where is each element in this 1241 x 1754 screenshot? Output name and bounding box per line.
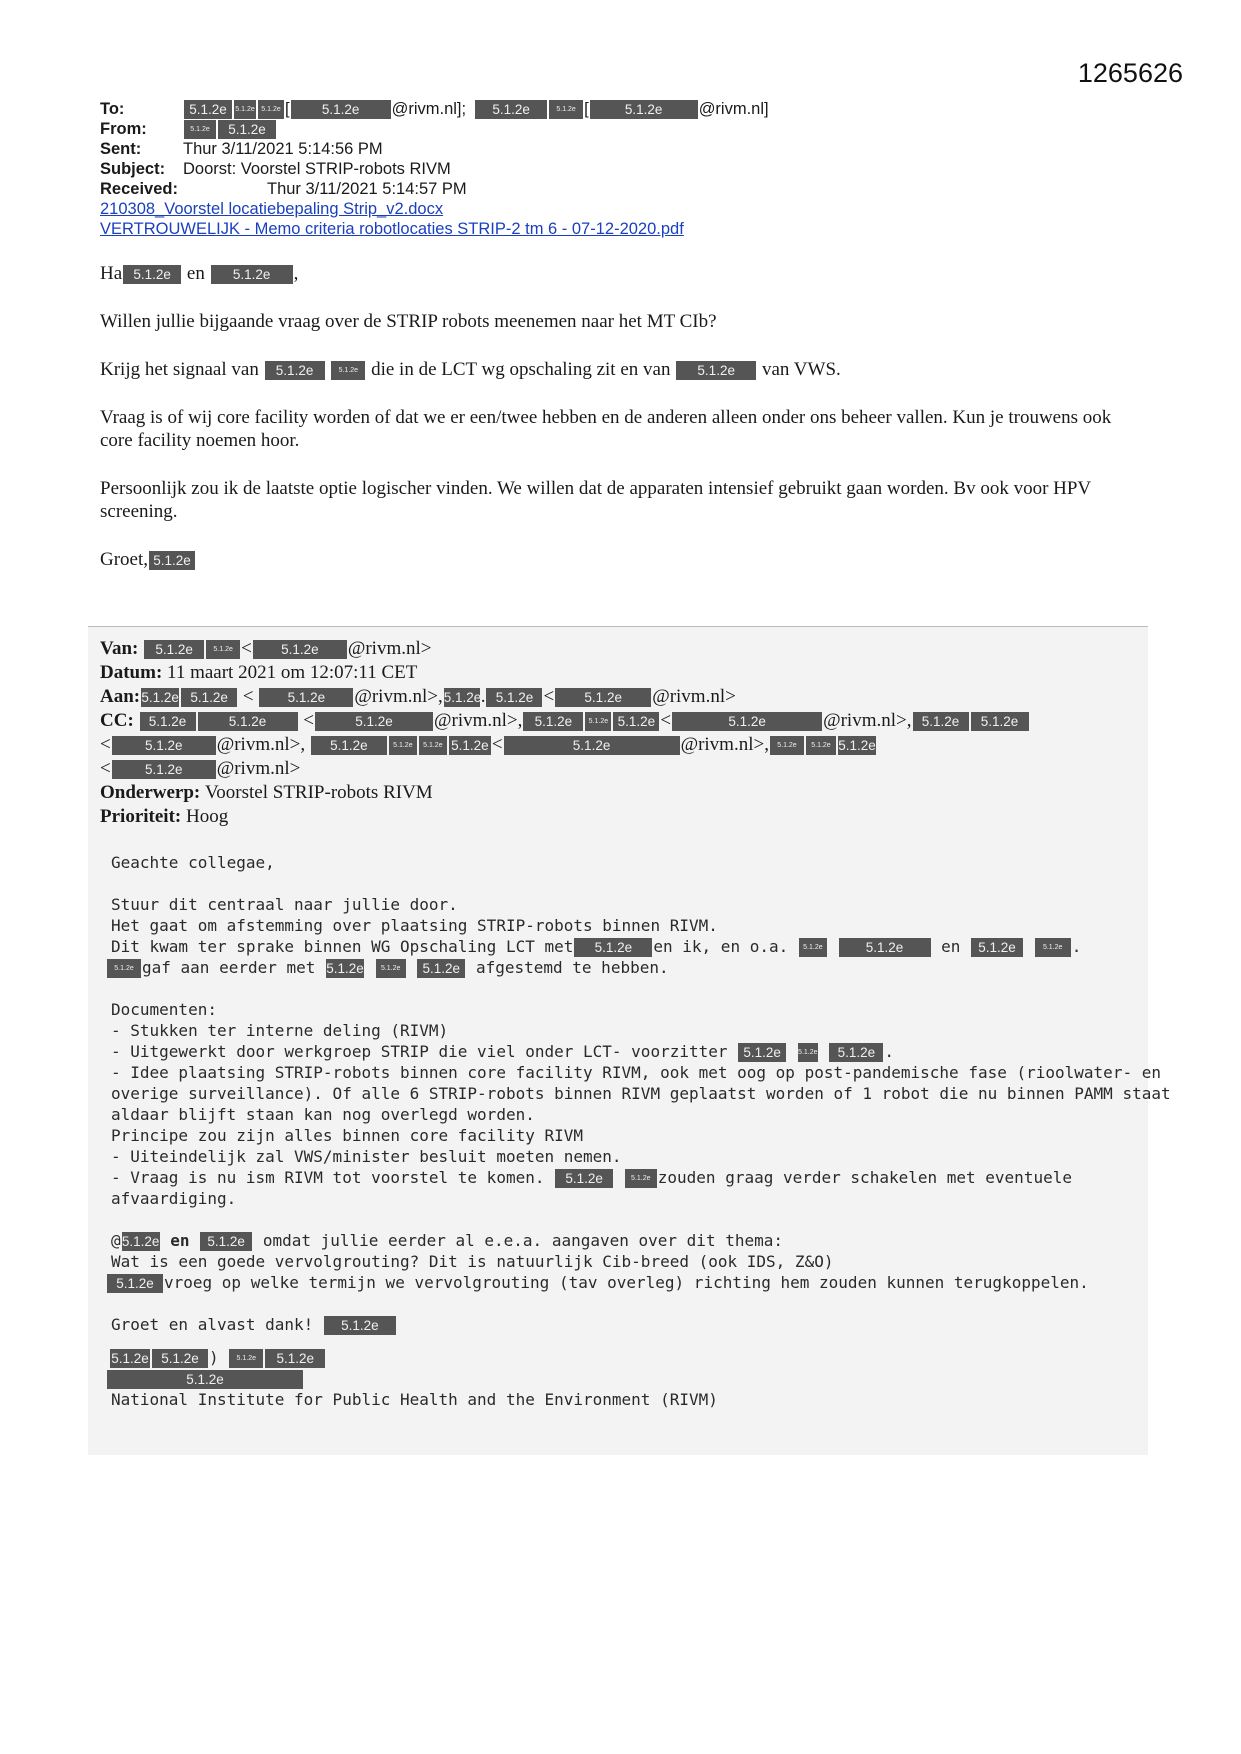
text-line: Stuur dit centraal naar jullie door. xyxy=(111,895,458,914)
redaction: 5.1.2e xyxy=(829,1043,883,1062)
redaction: 5.1.2e xyxy=(107,1370,303,1389)
redaction: 5.1.2e xyxy=(806,736,836,755)
redaction: 5.1.2e xyxy=(258,100,284,119)
text-line: - Uitgewerkt door werkgroep STRIP die viel onder LCT- voorzitter 5.1.2e 5.1.2e 5.1.2e . xyxy=(111,1042,895,1061)
attachment-link-docx[interactable]: 210308_Voorstel locatiebepaling Strip_v2.docx xyxy=(100,200,444,218)
van-row: Van: 5.1.2e 5.1.2e < 5.1.2e @rivm.nl> xyxy=(100,638,432,659)
redaction: 5.1.2e xyxy=(326,961,364,976)
redaction: 5.1.2e xyxy=(112,760,216,779)
message-body xyxy=(100,262,1120,596)
text-line: Documenten: xyxy=(111,1000,217,1019)
redaction: 5.1.2e xyxy=(574,938,652,957)
forwarded-body xyxy=(111,852,1171,1410)
cc-row-continued: < 5.1.2e @rivm.nl> xyxy=(100,758,301,779)
redaction: 5.1.2e xyxy=(549,100,583,119)
from-label: From: xyxy=(100,120,147,138)
redaction: 5.1.2e xyxy=(181,688,237,707)
redaction: 5.1.2e xyxy=(486,688,542,707)
redaction: 5.1.2e xyxy=(200,1232,252,1251)
redaction: 5.1.2e xyxy=(555,1169,613,1188)
onderwerp-row: Onderwerp: Voorstel STRIP-robots RIVM xyxy=(100,782,433,803)
received-value: Thur 3/11/2021 5:14:57 PM xyxy=(267,180,467,198)
subject-label: Subject: xyxy=(100,160,166,178)
redaction: 5.1.2e xyxy=(376,959,406,978)
redaction: 5.1.2e xyxy=(152,1349,208,1368)
redaction: 5.1.2e xyxy=(315,712,433,731)
signature-line xyxy=(111,1368,1131,1389)
attachment-link-pdf[interactable]: VERTROUWELIJK - Memo criteria robotlocaties STRIP-2 tm 6 - 07-12-2020.pdf xyxy=(100,220,684,238)
redaction: 5.1.2e xyxy=(971,712,1029,731)
redaction: 5.1.2e xyxy=(738,1043,786,1062)
document-number: 1265626 xyxy=(1077,58,1183,88)
redaction: 5.1.2e xyxy=(107,959,141,978)
redaction: 5.1.2e xyxy=(419,736,447,755)
text-line: Geachte collegae, xyxy=(111,853,275,872)
redaction: 5.1.2e xyxy=(141,689,179,705)
institute-name: National Institute for Public Health and the Environment (RIVM) xyxy=(111,1390,718,1409)
prioriteit-row: Prioriteit: Hoog xyxy=(100,806,229,827)
paragraph: Krijg het signaal van 5.1.2e 5.1.2e die in de LCT wg opschaling zit en van 5.1.2e van VWS. xyxy=(100,359,841,380)
sent-label: Sent: xyxy=(100,140,142,158)
greeting: Ha 5.1.2e en 5.1.2e , xyxy=(100,263,299,284)
forwarded-header xyxy=(100,637,1140,829)
text-line: Principe zou zijn alles binnen core facility RIVM xyxy=(111,1126,584,1145)
redaction: 5.1.2e xyxy=(211,265,293,284)
text-line: - Uiteindelijk zal VWS/minister besluit moeten nemen. xyxy=(111,1147,622,1166)
redaction: 5.1.2e xyxy=(259,688,353,707)
paragraph: Vraag is of wij core facility worden of dat we er een/twee hebben en de anderen alleen onder ons beheer vallen. Kun je trouwens ook core facility noemen hoor. xyxy=(100,407,1112,451)
text-line: aldaar blijft staan kan nog overlegd worden. xyxy=(111,1105,535,1124)
to-domain: @rivm.nl] xyxy=(698,100,769,118)
redaction: 5.1.2e xyxy=(676,361,756,380)
redaction: 5.1.2e xyxy=(449,736,491,755)
text-line: Groet en alvast dank! 5.1.2e xyxy=(111,1314,1131,1335)
text-line: - Stukken ter interne deling (RIVM) xyxy=(111,1021,449,1040)
text-line: 5.1.2e gaf aan eerder met 5.1.2e 5.1.2e 5.1.2e afgestemd te hebben. xyxy=(111,957,1131,978)
paragraph: Willen jullie bijgaande vraag over de STRIP robots meenemen naar het MT CIb? xyxy=(100,311,717,332)
redaction: 5.1.2e xyxy=(799,938,827,957)
redaction: 5.1.2e xyxy=(291,100,391,119)
sent-value: Thur 3/11/2021 5:14:56 PM xyxy=(183,140,383,158)
redaction: 5.1.2e xyxy=(555,688,651,707)
redaction: 5.1.2e xyxy=(504,736,680,755)
redaction: 5.1.2e xyxy=(112,736,216,755)
redaction: 5.1.2e xyxy=(234,100,256,119)
redaction: 5.1.2e xyxy=(475,100,547,119)
redaction: 5.1.2e xyxy=(206,640,240,659)
redaction: 5.1.2e xyxy=(121,1234,160,1249)
text-line: Het gaat om afstemming over plaatsing STRIP-robots binnen RIVM. xyxy=(111,916,718,935)
redaction: 5.1.2e xyxy=(331,361,365,380)
redaction: 5.1.2e xyxy=(184,100,232,119)
redaction: 5.1.2e xyxy=(111,1351,149,1366)
redaction: 5.1.2e xyxy=(971,938,1023,957)
redaction: 5.1.2e xyxy=(218,120,276,139)
redaction: 5.1.2e xyxy=(140,712,196,731)
text-line: - Idee plaatsing STRIP-robots binnen core facility RIVM, ook met oog op post-pandemische fase (rioolwater- en xyxy=(111,1063,1161,1082)
redaction: 5.1.2e xyxy=(265,1349,325,1368)
text-line: 5.1.2e vroeg op welke termijn we vervolgrouting (tav overleg) richting hem zouden kunnen terugkoppelen. xyxy=(111,1272,1131,1293)
redaction: 5.1.2e xyxy=(253,640,347,659)
subject-row xyxy=(100,159,769,179)
aan-row: Aan: 5.1.2e 5.1.2e < 5.1.2e @rivm.nl>, 5.1.2e . 5.1.2e < 5.1.2e @rivm.nl> xyxy=(100,686,736,707)
cc-row-continued: < 5.1.2e @rivm.nl>, 5.1.2e 5.1.2e 5.1.2e 5.1.2e < 5.1.2e @rivm.nl>, 5.1.2e 5.1.2e 5.1.2e xyxy=(100,734,876,755)
redaction: 5.1.2e xyxy=(838,737,876,753)
redaction: 5.1.2e xyxy=(798,1043,818,1062)
redaction: 5.1.2e xyxy=(672,712,822,731)
sent-row xyxy=(100,139,769,159)
redaction: 5.1.2e xyxy=(625,1169,657,1188)
signature-line: 5.1.2e 5.1.2e ) 5.1.2e 5.1.2e xyxy=(111,1347,1131,1368)
signature: Groet, 5.1.2e xyxy=(100,548,1120,571)
text-line: - Vraag is nu ism RIVM tot voorstel te komen. 5.1.2e 5.1.2e zouden graag verder schakelen met eventuele xyxy=(111,1168,1072,1187)
redaction: 5.1.2e xyxy=(523,712,583,731)
redaction: 5.1.2e xyxy=(417,959,465,978)
cc-row: CC: 5.1.2e 5.1.2e < 5.1.2e @rivm.nl>, 5.1.2e 5.1.2e 5.1.2e < 5.1.2e @rivm.nl>, 5.1.2e 5.1.2e xyxy=(100,709,1140,733)
redaction: 5.1.2e xyxy=(1035,938,1071,957)
redaction: 5.1.2e xyxy=(590,100,698,119)
text-line: @5.1.2e en 5.1.2e omdat jullie eerder al e.e.a. aangaven over dit thema: xyxy=(111,1231,783,1250)
redaction: 5.1.2e xyxy=(324,1316,396,1335)
paragraph: Persoonlijk zou ik de laatste optie logischer vinden. We willen dat de apparaten intensief gebruikt gaan worden. Bv ook voor HPV screening. xyxy=(100,478,1091,522)
from-row xyxy=(100,119,769,139)
redaction: 5.1.2e xyxy=(389,736,417,755)
redaction: 5.1.2e xyxy=(123,265,181,284)
redaction: 5.1.2e xyxy=(311,736,387,755)
to-row: To: 5.1.2e 5.1.2e 5.1.2e [ 5.1.2e @rivm.nl]; 5.1.2e 5.1.2e [ 5.1.2e @rivm.nl] xyxy=(100,100,769,118)
redaction: 5.1.2e xyxy=(184,120,216,139)
redaction: 5.1.2e xyxy=(265,361,325,380)
redaction: 5.1.2e xyxy=(770,736,804,755)
redaction: 5.1.2e xyxy=(613,712,659,731)
redaction: 5.1.2e xyxy=(229,1349,263,1368)
text-line: Wat is een goede vervolgrouting? Dit is natuurlijk Cib-breed (ook IDS, Z&O) xyxy=(111,1252,834,1271)
redaction: 5.1.2e xyxy=(107,1274,163,1293)
received-label: Received: xyxy=(100,180,178,198)
redaction: 5.1.2e xyxy=(198,712,298,731)
redaction: 5.1.2e xyxy=(149,551,195,570)
text-line: Dit kwam ter sprake binnen WG Opschaling LCT met 5.1.2e en ik, en o.a. 5.1.2e 5.1.2e en 5.1.2e 5.1.2e . xyxy=(111,937,1082,956)
redaction: 5.1.2e xyxy=(585,712,611,731)
subject-value: Doorst: Voorstel STRIP-robots RIVM xyxy=(183,160,451,178)
redaction: 5.1.2e xyxy=(913,712,969,731)
to-label: To: xyxy=(100,100,125,118)
redaction: 5.1.2e xyxy=(443,689,482,705)
redaction: 5.1.2e xyxy=(144,640,204,659)
text-line: overige surveillance). Of alle 6 STRIP-robots binnen RIVM geplaatst worden of 1 robot die nu binnen PAMM staat xyxy=(111,1084,1171,1103)
to-domain: @rivm.nl]; xyxy=(391,100,467,118)
text-line: afvaardiging. xyxy=(111,1189,237,1208)
redaction: 5.1.2e xyxy=(839,938,931,957)
email-header xyxy=(100,99,769,239)
datum-row: Datum: 11 maart 2021 om 12:07:11 CET xyxy=(100,662,418,683)
received-row xyxy=(100,179,769,199)
